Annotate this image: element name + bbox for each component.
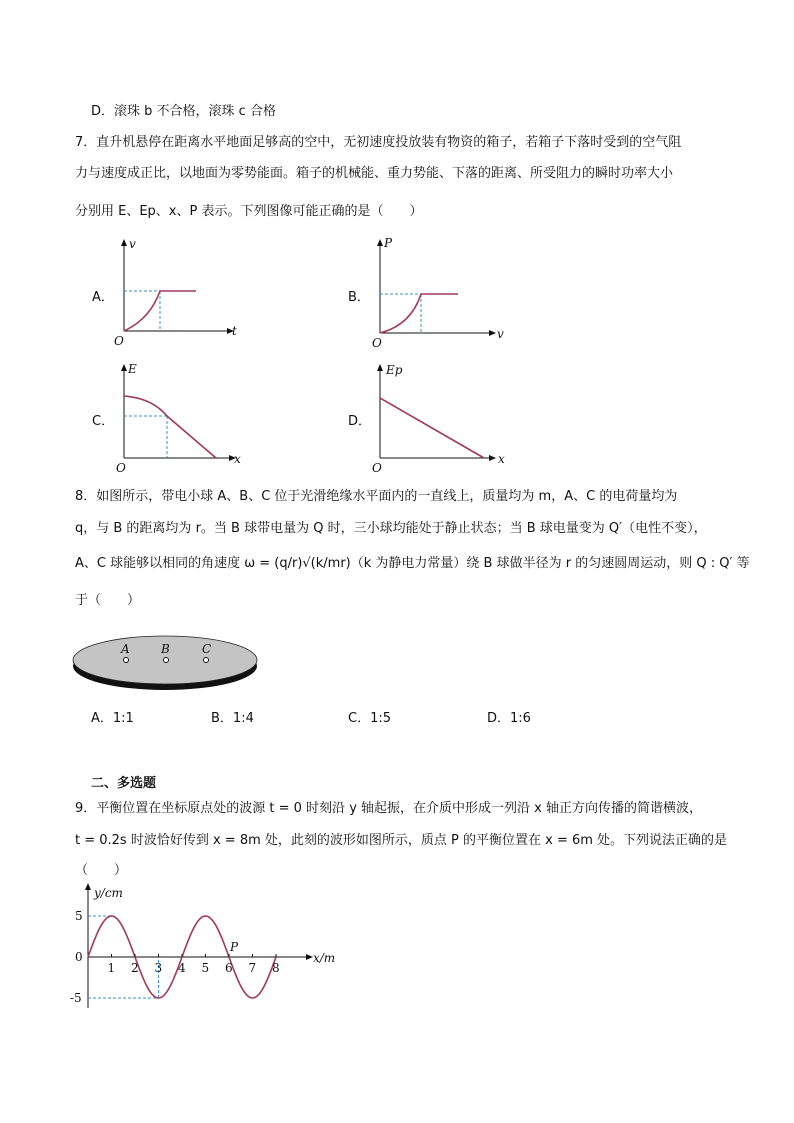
graph-d-label: D． [348, 414, 372, 429]
wave-point-p-label: P [230, 940, 239, 954]
ball-c-label: C [202, 642, 212, 656]
graph-d [366, 362, 516, 475]
ball-a [124, 658, 129, 663]
q8-stem-line4: 于（ ） [75, 593, 141, 608]
wave-xlabel: x/m [313, 951, 336, 965]
graph-a-ylabel: v [129, 237, 136, 251]
wave-x-tick-label: 5 [201, 961, 210, 975]
graph-c-label: C． [92, 414, 115, 429]
q8-option-a: A．1:1 [91, 711, 134, 726]
q6-option-d: D．滚珠 b 不合格，滚珠 c 合格 [91, 104, 276, 119]
graph-b-xlabel: v [497, 327, 504, 341]
q8-stem-line3: A、C 球能够以相同的角速度 ω = (q/r)√(k/mr)（k 为静电力常量）绕 B 球做半径为 r 的匀速圆周运动，则 Q : Q′ 等 [75, 556, 750, 571]
q7-stem-line1: 7．直升机悬停在距离水平地面足够高的空中，无初速度投放装有物资的箱子，若箱子下落时受到的空气阻 [75, 135, 682, 150]
graph-d-origin: O [372, 461, 382, 475]
ball-b-label: B [161, 642, 170, 656]
ball-b [164, 658, 169, 663]
graph-a [110, 237, 260, 347]
q9-stem-line3: （ ） [75, 863, 128, 878]
graph-d-ylabel: Ep [386, 363, 403, 377]
graph-c [110, 362, 260, 475]
graph-c-xlabel: x [234, 452, 241, 466]
wave-x-arrow [306, 954, 313, 960]
q8-disk-figure [72, 628, 272, 698]
wave-y-tick-label: -5 [70, 991, 82, 1005]
wave-x-tick-label: 8 [272, 961, 280, 975]
q8-stem-line2: q，与 B 的距离均为 r。当 B 球带电量为 Q 时，三小球均能处于静止状态；当 B 球电量变为 Q′（电性不变）， [75, 521, 707, 536]
wave-y-tick-label: 5 [75, 909, 83, 923]
wave-x-tick-label: 3 [154, 961, 163, 975]
graph-b-ylabel: P [384, 236, 393, 250]
graph-b-label: B． [348, 290, 370, 305]
graph-c-origin: O [116, 461, 126, 475]
wave-x-tick-label: 6 [225, 961, 233, 975]
graph-a-label: A． [92, 290, 114, 305]
q9-stem-line2: t = 0.2s 时波恰好传到 x = 8m 处，此刻的波形如图所示，质点 P 的平衡位置在 x = 6m 处。下列说法正确的是 [75, 833, 728, 848]
wave-x-tick-label: 1 [107, 961, 116, 975]
wave-y-tick-label: 0 [75, 950, 83, 964]
graph-c-ylabel: E [128, 362, 137, 376]
graph-b [366, 236, 516, 350]
wave-x-tick-label: 4 [178, 961, 186, 975]
ball-c [204, 658, 209, 663]
graph-a-xlabel: t [232, 324, 237, 338]
graph-b-origin: O [372, 336, 382, 350]
q7-stem-line3: 分别用 E、Ep、x、P 表示。下列图像可能正确的是（ ） [75, 204, 423, 219]
q8-stem-line1: 8．如图所示，带电小球 A、B、C 位于光滑绝缘水平面内的一直线上，质量均为 m，A、C 的电荷量均为 [75, 489, 678, 504]
q8-option-b: B．1:4 [211, 711, 254, 726]
q7-stem-line2: 力与速度成正比，以地面为零势能面。箱子的机械能、重力势能、下落的距离、所受阻力的瞬时功率大小 [75, 166, 674, 181]
q9-stem-line1: 9．平衡位置在坐标原点处的波源 t = 0 时刻沿 y 轴起振，在介质中形成一列沿 x 轴正方向传播的简谐横波， [75, 801, 702, 816]
q8-option-c: C．1:5 [348, 711, 391, 726]
wave-ylabel: y/cm [94, 886, 123, 900]
wave-chart [70, 880, 370, 1020]
graph-d-xlabel: x [498, 452, 505, 466]
section-heading: 二、多选题 [91, 776, 157, 791]
ball-a-label: A [121, 642, 130, 656]
wave-x-tick-label: 2 [131, 961, 139, 975]
q8-option-d: D．1:6 [487, 711, 531, 726]
wave-x-tick-label: 7 [248, 961, 257, 975]
graph-a-origin: O [114, 334, 124, 348]
wave-y-arrow [85, 883, 91, 890]
